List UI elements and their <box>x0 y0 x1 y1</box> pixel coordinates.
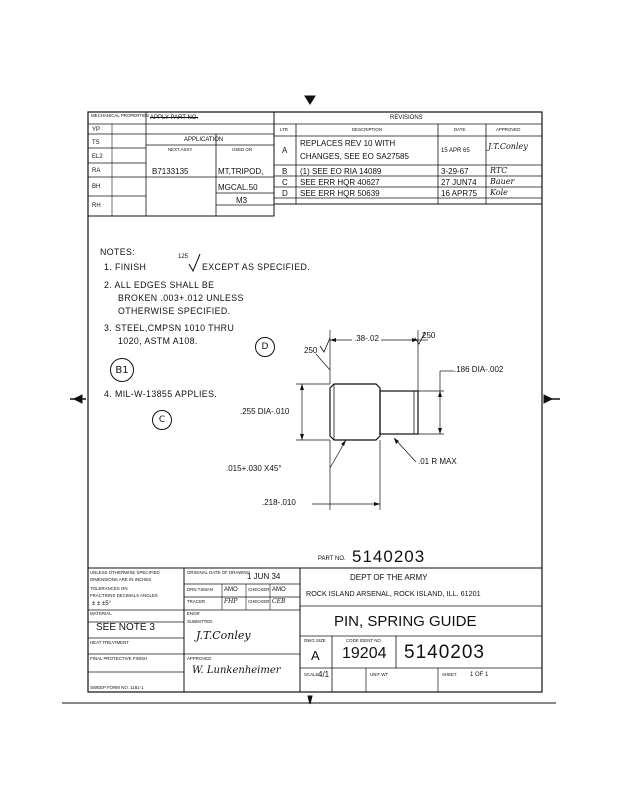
orig-date-label: ORIGINAL DATE OF DRAWING <box>187 570 251 575</box>
part-no-label: PART NO. <box>318 556 346 562</box>
rev-c-desc1: SEE ERR HQR 40627 <box>300 178 380 187</box>
material-value: SEE NOTE 3 <box>96 622 155 633</box>
final-finish-label: FINAL PROTECTIVE FINISH <box>90 656 148 661</box>
row-label-rh: RH <box>92 203 101 209</box>
note-1-text: EXCEPT AS SPECIFIED. <box>202 262 311 272</box>
revisions-title: REVISIONS <box>390 115 423 121</box>
heat-treatment-label: HEAT TREATMENT <box>90 640 129 645</box>
small-diameter-dimension: .186 DIA-.002 <box>454 365 504 374</box>
used-on-1: MT,TRIPOD, <box>218 167 264 176</box>
rev-a-desc2: CHANGES, SEE EO SA27585 <box>300 152 409 161</box>
notes-title: NOTES: <box>100 247 136 257</box>
tol-line-3: TOLERANCES ON <box>90 586 128 591</box>
note-2-line1: 2. ALL EDGES SHALL BE <box>104 280 215 290</box>
rev-d-approved: Kole <box>490 188 508 197</box>
row-label-bh: BH <box>92 184 101 190</box>
rev-b-approved: RTC <box>490 166 508 175</box>
rev-b-ltr: B <box>282 167 288 176</box>
used-on-2: MGCAL.50 <box>218 183 258 192</box>
used-on-3: M3 <box>236 196 248 205</box>
note-1-label: 1. FINISH <box>104 262 147 272</box>
rev-c-date: 27 JUN74 <box>441 178 477 187</box>
apply-part-no-header: APPLY PART NO. <box>150 115 199 121</box>
submitted-signature: J.T.Conley <box>196 629 251 642</box>
arrowheads <box>300 338 442 506</box>
rev-c-callout-letter: C <box>158 415 166 425</box>
rev-a-ltr: A <box>282 146 288 155</box>
sheet-value: 1 OF 1 <box>470 672 489 678</box>
tol-line-1: UNLESS OTHERWISE SPECIFIED <box>90 570 160 575</box>
rev-a-date: 15 APR 65 <box>441 148 470 154</box>
dimension-lines <box>296 330 454 510</box>
checker2-value: CEB <box>272 598 286 605</box>
next-assy-header: NEXT ASSY <box>168 147 193 152</box>
rev-d-callout <box>255 337 275 357</box>
dept-text: DEPT OF THE ARMY <box>350 573 428 582</box>
mech-properties-header: MECHANICAL PROPERTIES <box>91 113 150 118</box>
length-dimension: .38-.02 <box>354 334 379 343</box>
part-no-value: 5140203 <box>352 547 426 566</box>
row-label-ts: TS <box>92 140 100 146</box>
drn-label: DRN TSMAN <box>187 587 214 592</box>
rev-a-approved: J.T.Conley <box>488 142 528 151</box>
finish-left-value: 250 <box>304 346 318 355</box>
orig-date-value: 1 JUN 34 <box>247 572 281 581</box>
rev-d-desc1: SEE ERR HQR 50639 <box>300 189 380 198</box>
rev-d-ltr: D <box>282 189 288 198</box>
b1-callout-text: B1 <box>115 364 129 376</box>
note-2-line3: OTHERWISE SPECIFIED. <box>118 306 231 316</box>
scale-value: 4/1 <box>318 670 330 679</box>
approved-label: APPROVED <box>187 656 212 661</box>
rev-col-date: DATE <box>454 127 466 132</box>
rev-col-desc: DESCRIPTION <box>352 127 383 132</box>
tol-line-5: ± ± ±5° <box>92 601 111 607</box>
rev-b-date: 3-29-67 <box>441 167 469 176</box>
sheet-label: SHEET <box>442 672 457 677</box>
checker-label: CHECKER <box>248 587 270 592</box>
dwg-size-label: DWG SIZE <box>304 638 326 643</box>
row-label-el2: EL2 <box>92 154 103 160</box>
code-ident-value: 19204 <box>342 645 387 662</box>
drn-value: AMO <box>224 587 238 593</box>
b1-callout <box>110 358 134 382</box>
form-number: SWEEP FORM NO. 1181-1 <box>90 685 144 690</box>
material-label: MATERIAL <box>90 611 112 616</box>
rev-b-desc1: (1) SEE EO RIA 14089 <box>300 167 382 176</box>
approved-signature: W. Lunkenheimer <box>192 665 281 676</box>
used-on-header: USED ON <box>232 147 253 152</box>
code-ident-label: CODE IDENT NO <box>346 638 381 643</box>
head-length-dimension: .218-.010 <box>262 498 296 507</box>
note-3-line1: 3. STEEL,CMPSN 1010 THRU <box>104 323 235 333</box>
drawing-title: PIN, SPRING GUIDE <box>334 613 477 630</box>
big-diameter-dimension: .255 DIA-.010 <box>240 407 290 416</box>
rev-c-ltr: C <box>282 178 288 187</box>
sheet-border <box>88 112 542 692</box>
checker2-label: CHECKER <box>248 599 270 604</box>
application-header: APPLICATION <box>184 137 224 143</box>
part-profile <box>330 384 418 440</box>
note-4-text: 4. MIL-W-13855 APPLIES. <box>104 389 218 399</box>
tol-line-2: DIMENSIONS ARE IN INCHES <box>90 577 152 582</box>
tracer-value: FHP <box>224 598 238 605</box>
finish-right-value: 250 <box>422 331 436 340</box>
drawing-number: 5140203 <box>404 642 485 663</box>
rev-d-callout-letter: D <box>261 342 269 352</box>
rev-col-ltr: LTR <box>280 127 288 132</box>
tracer-label: TRACER <box>187 599 206 604</box>
tol-line-4: FRACTIONS DECIMALS ANGLES <box>90 593 158 598</box>
checker-value: AMO <box>272 587 286 593</box>
unit-wt-label: UNIT WT <box>370 672 389 677</box>
chamfer-dimension: .015+.030 X45° <box>226 464 282 473</box>
row-label-ra: RA <box>92 168 101 174</box>
rev-c-callout <box>152 410 172 430</box>
submitted-label: SUBMITTED <box>187 619 213 624</box>
dwg-size-value: A <box>311 648 320 663</box>
note-2-line2: BROKEN .003+.012 UNLESS <box>118 293 244 303</box>
rev-d-date: 16 APR75 <box>441 189 478 198</box>
next-assy-value: B7133135 <box>152 167 189 176</box>
rev-c-approved: Bauer <box>490 177 515 186</box>
rev-a-desc1: REPLACES REV 10 WITH <box>300 139 396 148</box>
note-1-finish-value: 125 <box>178 254 189 260</box>
note-3-line2: 1020, ASTM A108. <box>118 336 198 346</box>
engr-label: ENGR <box>187 611 200 616</box>
scale-label: SCALE <box>304 672 319 677</box>
radius-dimension: .01 R MAX <box>418 457 457 466</box>
rev-col-approved: APPROVED <box>496 127 521 132</box>
row-label-yp: YP <box>92 127 101 133</box>
arsenal-text: ROCK ISLAND ARSENAL, ROCK ISLAND, ILL. 61201 <box>306 589 481 598</box>
